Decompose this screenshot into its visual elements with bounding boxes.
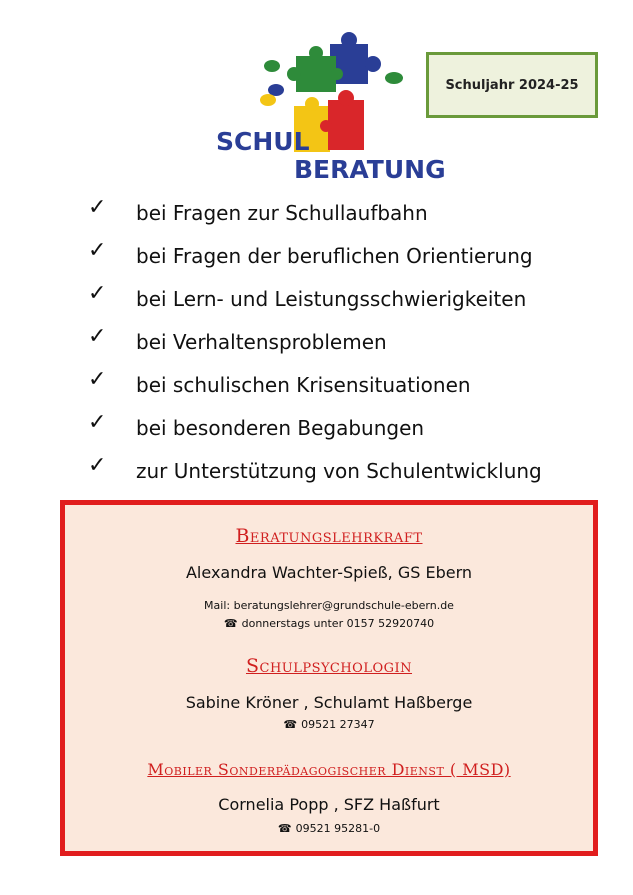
psychologist-phone: 09521 27347 (301, 718, 375, 731)
schulberatung-logo (212, 26, 446, 186)
yellow-dot-icon (260, 94, 276, 106)
phone-icon: ☎ (223, 617, 238, 630)
list-item (0, 367, 633, 410)
list-item (0, 238, 633, 281)
teacher-phone-line (65, 617, 593, 630)
teacher-name: Alexandra Wachter-Spieß, GS Ebern (185, 563, 472, 582)
msd-phone-line (65, 822, 593, 835)
list-item (0, 281, 633, 324)
list-item (0, 410, 633, 453)
list-item-text: bei schulischen Krisensituationen (136, 373, 471, 397)
list-item-text: bei Lern- und Leistungsschwierigkeiten (136, 287, 527, 311)
msd-phone: 09521 95281-0 (295, 822, 381, 835)
checkmark-icon: ✓ (88, 367, 107, 392)
phone-icon: ☎ (277, 822, 292, 835)
school-year-label: Schuljahr 2024-25 (445, 77, 579, 93)
logo-line1: SCHUL (216, 127, 310, 156)
list-item (0, 453, 633, 496)
phone-icon: ☎ (283, 718, 298, 731)
contact-box (60, 500, 598, 856)
checkmark-icon: ✓ (88, 195, 107, 220)
checkmark-icon: ✓ (88, 281, 107, 306)
msd-name: Cornelia Popp , SFZ Haßfurt (218, 795, 440, 814)
psychologist-section-title: Schulpsychologin (245, 655, 413, 677)
psychologist-phone-line (65, 718, 593, 731)
blue-dot-icon (268, 84, 284, 96)
list-item-text: bei Fragen zur Schullaufbahn (136, 201, 428, 225)
list-item-text: bei Fragen der beruflichen Orientierung (136, 244, 533, 268)
msd-section-title: Mobiler Sonderpädagogischer Dienst ( MSD) (147, 760, 511, 779)
list-item (0, 195, 633, 238)
green-dot-icon (385, 72, 403, 84)
topic-checklist (0, 195, 633, 496)
list-item (0, 324, 633, 367)
teacher-mail[interactable]: Mail: beratungslehrer@grundschule-ebern.de (204, 599, 454, 612)
teacher-section-title: Beratungslehrkraft (235, 525, 423, 547)
school-year-badge (426, 52, 598, 118)
checkmark-icon: ✓ (88, 324, 107, 349)
checkmark-icon: ✓ (88, 453, 107, 478)
logo-line2: BERATUNG (294, 155, 446, 184)
list-item-text: bei Verhaltensproblemen (136, 330, 387, 354)
list-item-text: zur Unterstützung von Schulentwicklung (136, 459, 542, 483)
psychologist-name: Sabine Kröner , Schulamt Haßberge (185, 693, 473, 712)
green-dot-icon (264, 60, 280, 72)
teacher-phone: donnerstags unter 0157 52920740 (241, 617, 435, 630)
list-item-text: bei besonderen Begabungen (136, 416, 425, 440)
checkmark-icon: ✓ (88, 410, 107, 435)
checkmark-icon: ✓ (88, 238, 107, 263)
